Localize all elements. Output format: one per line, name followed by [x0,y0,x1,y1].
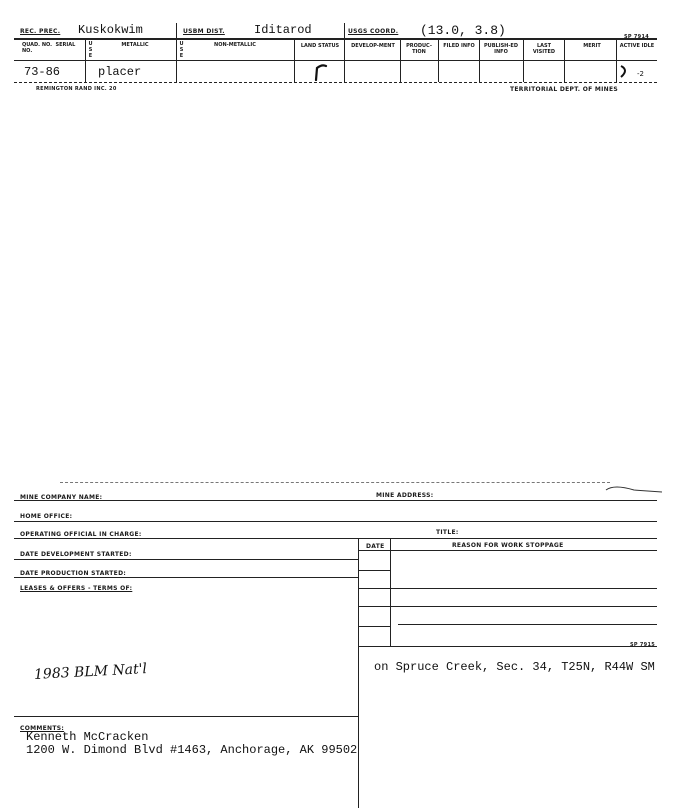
usbm-dist-value: Iditarod [254,23,312,37]
rec-prec-value: Kuskokwim [78,23,143,37]
date-production-started-label: DATE PRODUCTION STARTED: [20,570,127,577]
form-number-back: SP 7915 [630,642,656,648]
mineral-card-front [0,0,678,100]
col-use-nonmetallic: U S E [179,41,184,59]
col-filed-info: FILED INFO [443,43,475,49]
home-office-label: HOME OFFICE: [20,513,73,520]
title-label: TITLE: [436,529,459,536]
col-production: PRODUC-TION [406,43,432,55]
col-merit: MERIT [583,43,601,49]
usgs-coord-value: (13.0, 3.8) [420,23,506,38]
stoppage-date-label: DATE [366,543,385,550]
land-status-check-mark [310,63,330,81]
stoppage-reason-label: REASON FOR WORK STOPPAGE [452,542,564,549]
col-metallic: METALLIC [121,42,149,48]
col-development: DEVELOP-MENT [351,43,395,49]
printer-credit: REMINGTON RAND INC. 20 [36,86,117,92]
location-description: on Spruce Creek, Sec. 34, T25N, R44W SM [374,660,655,674]
comments-line-1: Kenneth McCracken [26,730,149,744]
usgs-coord-label: USGS COORD. [348,28,399,35]
mineral-card-back [0,470,678,808]
comments-label: COMMENTS: [20,725,65,732]
quad-serial-value: 73-86 [24,65,61,79]
date-development-started-label: DATE DEVELOPMENT STARTED: [20,551,132,558]
active-idle-mark [618,64,632,80]
col-nonmetallic: NON-METALLIC [214,42,256,48]
card-edge-curve [604,476,664,496]
operating-official-label: OPERATING OFFICIAL IN CHARGE: [20,531,142,538]
mine-company-name-label: MINE COMPANY NAME: [20,494,103,501]
col-use-metallic: U S E [88,41,93,59]
mine-address-label: MINE ADDRESS: [376,492,434,499]
leases-offers-label: LEASES & OFFERS - TERMS OF: [20,585,133,592]
form-number-front: SP 7914 [624,34,650,40]
col-land-status: LAND STATUS [300,43,340,49]
comments-line-2: 1200 W. Dimond Blvd #1463, Anchorage, AK 99502 [26,743,358,757]
active-idle-note: -2 [637,70,644,78]
col-active-idle: ACTIVE IDLE [619,43,655,49]
metallic-value: placer [98,65,142,79]
usbm-dist-label: USBM DIST. [183,28,225,35]
issuing-department: TERRITORIAL DEPT. OF MINES [510,86,619,93]
col-last-visited: LAST VISITED [532,43,556,55]
rec-prec-label: REC. PREC. [20,28,61,35]
col-quad-serial: QUAD. NO. SERIAL NO. [22,42,76,54]
handwritten-note: 1983 BLM Nat'l [33,661,148,683]
col-published-info: PUBLISH-ED INFO [483,43,518,55]
